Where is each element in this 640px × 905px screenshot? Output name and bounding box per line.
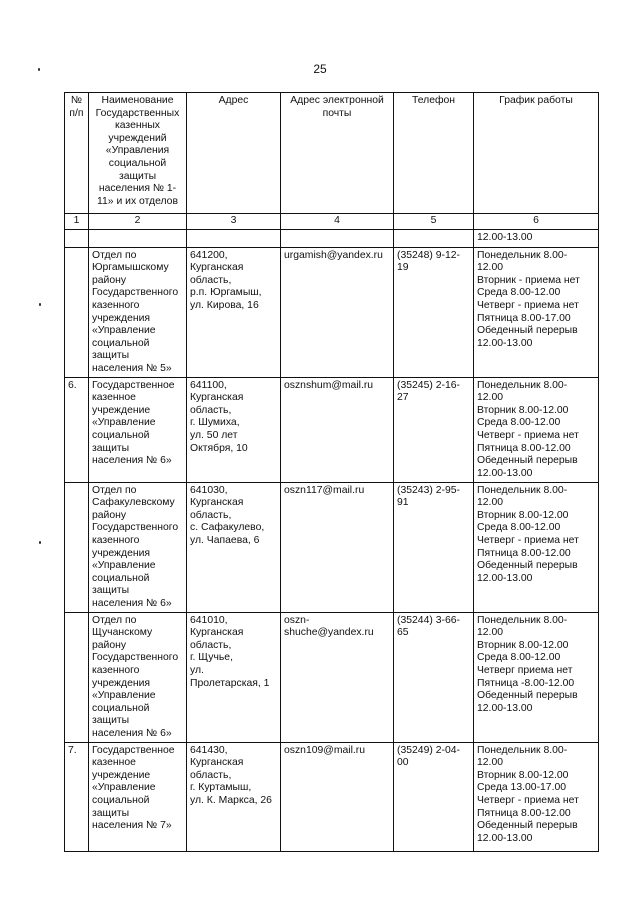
table-header-row <box>65 93 599 214</box>
schedule: 12.00-13.00 <box>474 229 599 247</box>
address: 641030, Курганская область, с. Сафакулево, ул. Чапаева, 6 <box>187 482 281 612</box>
row-number: 7. <box>65 742 89 851</box>
address: 641430, Курганская область, г. Куртамыш, ул. К. Маркса, 26 <box>187 742 281 851</box>
header-number: № п/п <box>65 93 89 214</box>
column-number: 4 <box>281 214 394 230</box>
social-protection-offices-table <box>64 92 599 852</box>
schedule: Понедельник 8.00- 12.00 Вторник 8.00-12.00 Среда 8.00-12.00 Четверг приема нет Пятница -8.00-12.00 Обеденный перерыв 12.00-13.00 <box>474 612 599 742</box>
email: oszn- shuche@yandex.ru <box>281 612 394 742</box>
header-phone: Телефон <box>394 93 474 214</box>
phone: (35243) 2-95- 91 <box>394 482 474 612</box>
table-row <box>65 742 599 851</box>
page-number: 25 <box>313 62 327 76</box>
header-email: Адрес электронной почты <box>281 93 394 214</box>
schedule: Понедельник 8.00- 12.00 Вторник - приема нет Среда 8.00-12.00 Четверг - приема нет Пятница 8.00-17.00 Обеденный перерыв 12.00-13.00 <box>474 247 599 377</box>
phone: (35248) 9-12- 19 <box>394 247 474 377</box>
header-schedule: График работы <box>474 93 599 214</box>
header-institution-name: Наименование Государственных казенных учреждений «Управления социальной защиты населения № 1-11» и их отделов <box>89 93 187 214</box>
table-row <box>65 612 599 742</box>
institution-name: Государственное казенное учреждение «Управление социальной защиты населения № 7» <box>89 742 187 851</box>
column-number: 2 <box>89 214 187 230</box>
email: urgamish@yandex.ru <box>281 247 394 377</box>
column-number: 1 <box>65 214 89 230</box>
address: 641200, Курганская область, р.п. Юргамыш, ул. Кирова, 16 <box>187 247 281 377</box>
header-address: Адрес <box>187 93 281 214</box>
table-row <box>65 229 599 247</box>
table-row <box>65 377 599 482</box>
address: 641100, Курганская область, г. Шумиха, ул. 50 лет Октября, 10 <box>187 377 281 482</box>
row-number <box>65 229 89 247</box>
column-number-row <box>65 214 599 230</box>
address: 641010, Курганская область, г. Щучье, ул. Пролетарская, 1 <box>187 612 281 742</box>
email: oszn117@mail.ru <box>281 482 394 612</box>
row-number <box>65 247 89 377</box>
phone: (35249) 2-04- 00 <box>394 742 474 851</box>
address <box>187 229 281 247</box>
scan-speck <box>39 303 41 306</box>
table-row <box>65 247 599 377</box>
schedule: Понедельник 8.00- 12.00 Вторник 8.00-12.00 Среда 8.00-12.00 Четверг - приема нет Пятница 8.00-12.00 Обеденный перерыв 12.00-13.00 <box>474 377 599 482</box>
email: oszn109@mail.ru <box>281 742 394 851</box>
table-row <box>65 482 599 612</box>
email: osznshum@mail.ru <box>281 377 394 482</box>
phone <box>394 229 474 247</box>
schedule: Понедельник 8.00- 12.00 Вторник 8.00-12.00 Среда 13.00-17.00 Четверг - приема нет Пятница 8.00-12.00 Обеденный перерыв 12.00-13.00 <box>474 742 599 851</box>
institution-name: Государственное казенное учреждение «Управление социальной защиты населения № 6» <box>89 377 187 482</box>
phone: (35244) 3-66- 65 <box>394 612 474 742</box>
row-number: 6. <box>65 377 89 482</box>
institution-name: Отдел по Сафакулевскому району Государственного казенного учреждения «Управление социальной защиты населения № 6» <box>89 482 187 612</box>
email <box>281 229 394 247</box>
institution-name <box>89 229 187 247</box>
column-number: 3 <box>187 214 281 230</box>
institution-name: Отдел по Щучанскому району Государственного казенного учреждения «Управление социальной защиты населения № 6» <box>89 612 187 742</box>
row-number <box>65 612 89 742</box>
row-number <box>65 482 89 612</box>
column-number: 6 <box>474 214 599 230</box>
column-number: 5 <box>394 214 474 230</box>
scan-speck <box>39 541 41 544</box>
institution-name: Отдел по Юргамышскому району Государственного казенного учреждения «Управление социальной защиты населения № 5» <box>89 247 187 377</box>
scan-speck <box>38 68 40 71</box>
phone: (35245) 2-16- 27 <box>394 377 474 482</box>
schedule: Понедельник 8.00- 12.00 Вторник 8.00-12.00 Среда 8.00-12.00 Четверг - приема нет Пятница 8.00-12.00 Обеденный перерыв 12.00-13.00 <box>474 482 599 612</box>
